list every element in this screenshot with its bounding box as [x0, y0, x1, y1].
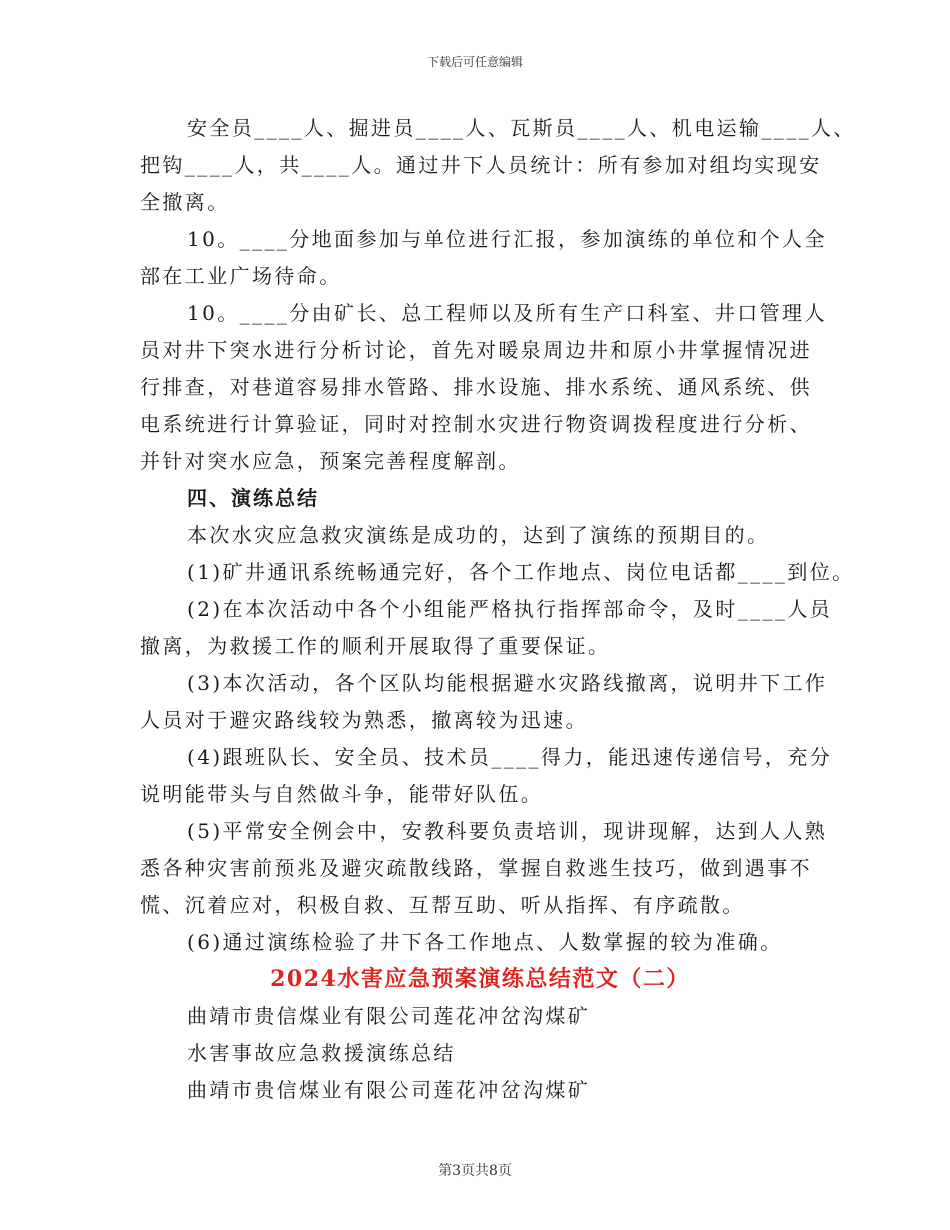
- paragraph-line: 10。____分由矿长、总工程师以及所有生产口科室、井口管理人: [187, 301, 827, 325]
- list-item-continuation: 悉各种灾害前预兆及避灾疏散线路，掌握自救逃生技巧，做到遇事不: [140, 856, 812, 880]
- list-item: (1)矿井通讯系统畅通完好，各个工作地点、岗位电话都____到位。: [187, 560, 855, 584]
- document-title: 2024水害应急预案演练总结范文（二）: [270, 966, 690, 992]
- paragraph-line: 曲靖市贵信煤业有限公司莲花冲岔沟煤矿: [187, 1078, 591, 1102]
- paragraph-line: 水害事故应急救援演练总结: [187, 1041, 456, 1065]
- list-item: (4)跟班队长、安全员、技术员____得力，能迅速传递信号，充分: [187, 745, 833, 769]
- paragraph-line: 10。____分地面参加与单位进行汇报，参加演练的单位和个人全: [187, 227, 827, 251]
- list-item-continuation: 慌、沉着应对，积极自救、互帮互助、听从指挥、有序疏散。: [140, 893, 745, 917]
- list-item-continuation: 说明能带头与自然做斗争，能带好队伍。: [140, 782, 544, 806]
- page-number: 第3页共8页: [438, 1163, 512, 1179]
- paragraph-line: 部在工业广场待命。: [140, 264, 342, 288]
- list-item-continuation: 人员对于避灾路线较为熟悉，撤离较为迅速。: [140, 708, 588, 732]
- list-item: (5)平常安全例会中，安教科要负责培训，现讲现解，达到人人熟: [187, 819, 828, 843]
- list-item: (6)通过演练检验了井下各工作地点、人数掌握的较为准确。: [187, 930, 783, 954]
- list-item-continuation: 撤离，为救援工作的顺利开展取得了重要保证。: [140, 634, 611, 658]
- document-body: [140, 110, 856, 1109]
- paragraph-line: 并针对突水应急，预案完善程度解剖。: [140, 449, 521, 473]
- list-item: (3)本次活动，各个区队均能根据避水灾路线撤离，说明井下工作: [187, 671, 828, 695]
- paragraph-line: 本次水灾应急救灾演练是成功的，达到了演练的预期目的。: [187, 523, 770, 547]
- paragraph-line: 曲靖市贵信煤业有限公司莲花冲岔沟煤矿: [187, 1004, 591, 1028]
- paragraph-line: 全撤离。: [140, 190, 230, 214]
- paragraph-line: 员对井下突水进行分析讨论，首先对暖泉周边井和原小井掌握情况进: [140, 338, 812, 362]
- section-heading: 四、演练总结: [187, 486, 319, 510]
- list-item: (2)在本次活动中各个小组能严格执行指挥部命令，及时____人员: [187, 597, 833, 621]
- paragraph-line: 把钩____人，共____人。通过井下人员统计：所有参加对组均实现安: [140, 153, 822, 177]
- paragraph-line: 行排查，对巷道容易排水管路、排水设施、排水系统、通风系统、供: [140, 375, 812, 399]
- paragraph-line: 安全员____人、掘进员____人、瓦斯员____人、机电运输____人、: [187, 116, 856, 140]
- header-note: 下载后可任意编辑: [426, 55, 523, 69]
- paragraph-line: 电系统进行计算验证，同时对控制水灾进行物资调拨程度进行分析、: [140, 412, 812, 436]
